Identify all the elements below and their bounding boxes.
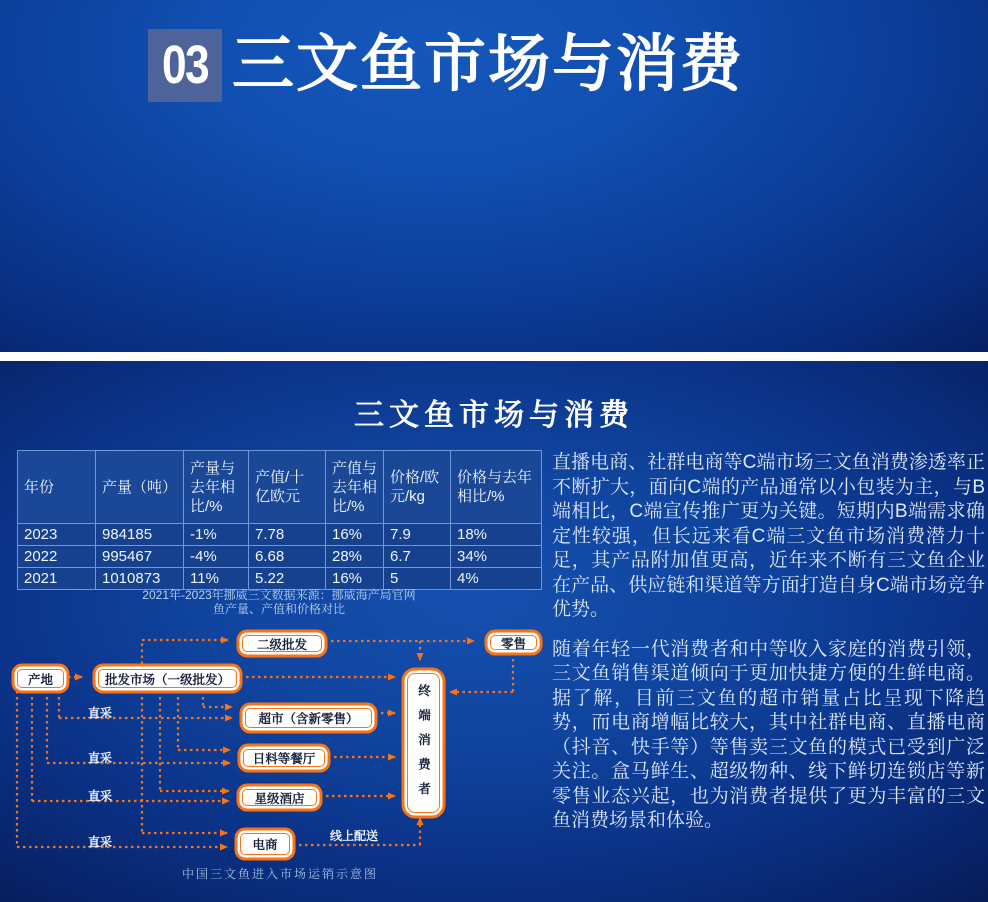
table-row	[18, 524, 542, 546]
diagram-caption: 中国三文鱼进入市场运销示意图	[181, 867, 378, 881]
flow-node-hotel: 星级酒店	[242, 789, 317, 806]
table-caption	[17, 588, 541, 616]
column-header: 价格/欧元/kg	[384, 451, 451, 524]
table-cell: 2023	[18, 524, 96, 546]
table-cell: 1010873	[96, 568, 184, 590]
table-caption-line2: 鱼产量、产值和价格对比	[212, 602, 345, 616]
table-cell: 7.9	[384, 524, 451, 546]
column-header: 产值与去年相比/%	[326, 451, 384, 524]
table-cell: 2021	[18, 568, 96, 590]
flow-node-consumer: 终端消费者	[407, 673, 440, 813]
online-delivery-label: 线上配送	[330, 829, 379, 843]
table-row	[18, 568, 542, 590]
slide-divider	[0, 352, 988, 361]
table-caption-line1: 2021年-2023年挪威三文数据来源：挪威海产局官网	[142, 588, 416, 602]
direct-purchase-label: 直采	[88, 835, 113, 849]
table-cell: 6.68	[249, 546, 326, 568]
flow-node-ecommerce: 电商	[240, 833, 290, 855]
table-cell: 995467	[96, 546, 184, 568]
column-header: 产值/十亿欧元	[249, 451, 326, 524]
table-cell: 6.7	[384, 546, 451, 568]
table-cell: -4%	[184, 546, 249, 568]
body-paragraph-1: 直播电商、社群电商等C端市场三文鱼消费渗透率正不断扩大，面向C端的产品通常以小包装为主，与B端相比，C端宣传推广更为关键。短期内B端需求确定性较强，但长远来看C端三文鱼市场消费潜力十足，其产品附加值更高，近年来不断有三文鱼企业在产品、供应链和渠道等方面打造自身C端市场竞争优势。	[552, 452, 985, 620]
column-header: 价格与去年相比/%	[451, 451, 542, 524]
table-header-row	[18, 451, 542, 524]
table-cell: 2022	[18, 546, 96, 568]
section-number: 03	[162, 35, 208, 95]
table-cell: 18%	[451, 524, 542, 546]
table-cell: 16%	[326, 524, 384, 546]
table-cell: 16%	[326, 568, 384, 590]
flow-node-primary-wholesale: 批发市场（一级批发）	[98, 669, 237, 688]
table-cell: -1%	[184, 524, 249, 546]
content-slide	[0, 361, 988, 902]
market-flow-diagram	[0, 620, 560, 870]
table-cell: 5.22	[249, 568, 326, 590]
body-paragraph-2: 随着年轻一代消费者和中等收入家庭的消费引领，三文鱼销售渠道倾向于更加快捷方便的生鲜电商。据了解，目前三文鱼的超市销量占比呈现下降趋势，而电商增幅比较大，其中社群电商、直播电商（抖音、快手等）等售卖三文鱼的模式已受到广泛关注。盒马鲜生、超级物种、线下鲜切连锁店等新零售业态兴起，也为消费者提供了更为丰富的三文鱼消费场景和体验。	[552, 638, 985, 831]
column-header: 产量与去年相比/%	[184, 451, 249, 524]
salmon-data-table	[17, 450, 542, 590]
section-title-row	[148, 28, 744, 102]
column-header: 年份	[18, 451, 96, 524]
direct-purchase-label: 直采	[88, 706, 113, 720]
table-cell: 7.78	[249, 524, 326, 546]
table-row	[18, 546, 542, 568]
table-cell: 34%	[451, 546, 542, 568]
column-header: 产量（吨）	[96, 451, 184, 524]
table-cell: 5	[384, 568, 451, 590]
flow-node-secondary-wholesale: 二级批发	[242, 635, 322, 652]
flow-node-supermarket: 超市（含新零售）	[245, 708, 372, 728]
flow-node-restaurant: 日料等餐厅	[243, 749, 325, 767]
body-text-column	[552, 451, 985, 834]
flow-node-origin: 产地	[17, 669, 64, 688]
table-cell: 11%	[184, 568, 249, 590]
table-cell: 4%	[451, 568, 542, 590]
section-number-badge	[148, 29, 222, 102]
direct-purchase-label: 直采	[88, 751, 113, 765]
table-cell: 28%	[326, 546, 384, 568]
title-slide	[0, 0, 988, 352]
section-title: 三文鱼市场与消费	[232, 30, 745, 99]
table-cell: 984185	[96, 524, 184, 546]
page-title: 三文鱼市场与消费	[354, 399, 634, 432]
direct-purchase-label: 直采	[88, 789, 113, 803]
flow-node-retail: 零售	[490, 635, 537, 650]
